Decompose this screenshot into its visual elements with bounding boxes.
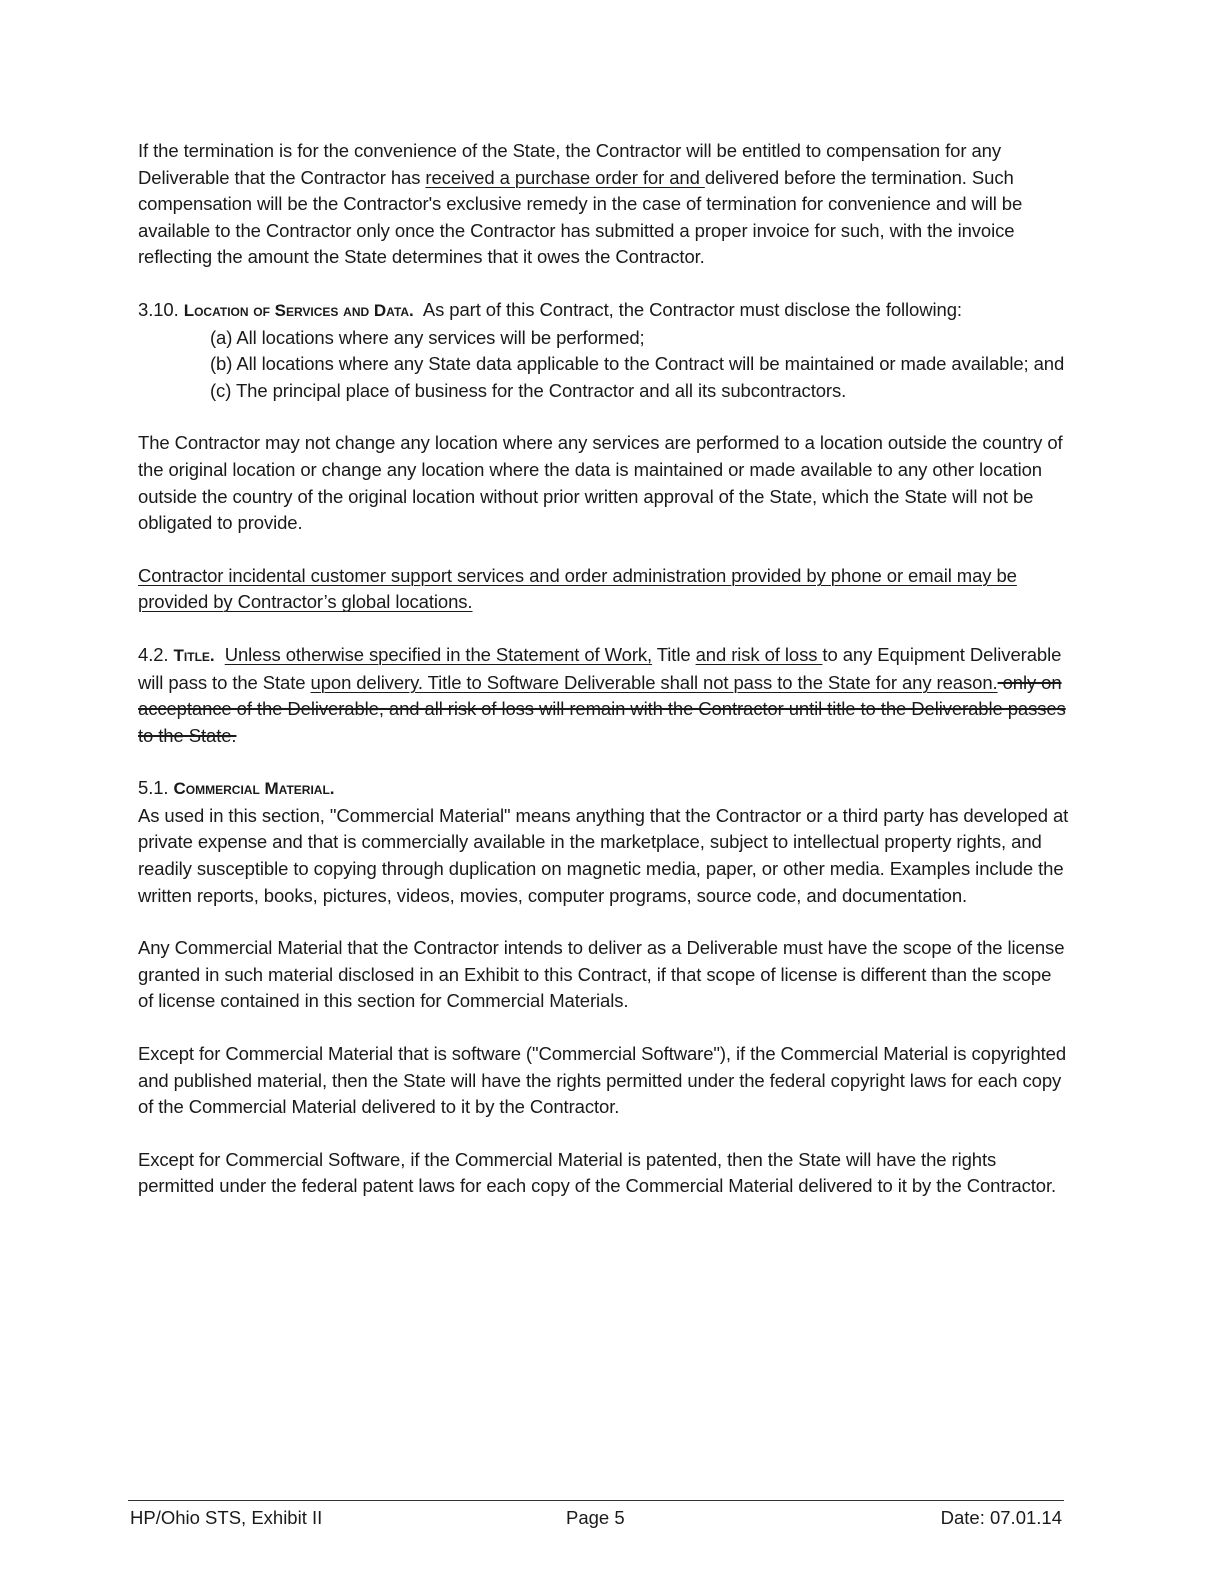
section-number: 3.10. bbox=[138, 298, 179, 320]
section-5-1-heading bbox=[138, 775, 1070, 803]
termination-text-1: If the termination is for the convenience of the State, the Contractor will be entitled to compensation for any Deliverable that the Contractor has bbox=[138, 140, 1001, 188]
inserted-text: and risk of loss bbox=[695, 643, 823, 665]
inserted-text: upon delivery. Title to Software Deliverable shall not pass to the State for any reason. bbox=[310, 671, 998, 693]
section-intro: As part of this Contract, the Contractor must disclose the following: bbox=[422, 298, 962, 320]
list-item: (b) All locations where any State data applicable to the Contract will be maintained or made available; and bbox=[210, 353, 1065, 375]
termination-text-2: delivered before the termination. Such compensation will be the Contractor's exclusive remedy in the case of termination for convenience and will be available to the Contractor only once the Contractor has submitted a proper invoice for such, with the invoice reflecting the amount the State determines that it owes the Contractor. bbox=[138, 166, 1023, 268]
section-4-2-paragraph bbox=[138, 642, 1070, 749]
document-body bbox=[138, 138, 1070, 1200]
commercial-paragraph: Except for Commercial Material that is software ("Commercial Software"), if the Commercial Material is copyrighted and published material, then the State will have the rights permitted under the federal copyright laws for each copy of the Commercial Material delivered to it by the Contractor. bbox=[138, 1043, 1067, 1118]
section-3-10-heading bbox=[138, 297, 1070, 325]
footer-page-number: Page 5 bbox=[566, 1507, 625, 1528]
body-text: Title bbox=[652, 643, 696, 665]
location-restriction-paragraph: The Contractor may not change any location where any services are performed to a location outside the country of the original location or change any location where the data is maintained or made available to any other location outside the country of the original location without prior written approval of the State, which the State will not be obligated to provide. bbox=[138, 432, 1063, 534]
termination-paragraph bbox=[138, 138, 1070, 271]
commercial-paragraph: Any Commercial Material that the Contractor intends to deliver as a Deliverable must have the scope of the license granted in such material disclosed in an Exhibit to this Contract, if that scope of license is different than the scope of license contained in this section for Commercial Materials. bbox=[138, 937, 1065, 1012]
commercial-paragraph: As used in this section, "Commercial Material" means anything that the Contractor or a third party has developed at private expense and that is commercially available in the marketplace, subject to intellectual property rights, and readily susceptible to copying through duplication on magnetic media, paper, or other media. Examples include the written reports, books, pictures, videos, movies, computer programs, source code, and documentation. bbox=[138, 804, 1069, 906]
footer-divider bbox=[128, 1500, 1064, 1501]
page-footer bbox=[130, 1504, 1062, 1532]
footer-document-id: HP/Ohio STS, Exhibit II bbox=[130, 1507, 323, 1528]
section-title: Title. bbox=[173, 645, 215, 665]
body-text: to any Equipment Deliverable will pass to the State bbox=[138, 643, 1062, 693]
list-item: (c) The principal place of business for the Contractor and all its subcontractors. bbox=[210, 379, 847, 401]
inserted-text: received a purchase order for and bbox=[425, 166, 705, 188]
section-number: 4.2. bbox=[138, 643, 169, 665]
section-title: Location of Services and Data. bbox=[183, 300, 414, 320]
deleted-text: only on acceptance of the Deliverable, and all risk of loss will remain with the Contractor until title to the Deliverable passes to the State. bbox=[138, 671, 1066, 746]
location-list bbox=[210, 325, 1070, 405]
section-title: Commercial Material. bbox=[173, 779, 335, 799]
list-item: (a) All locations where any services will be performed; bbox=[210, 326, 645, 348]
commercial-paragraph: Except for Commercial Software, if the Commercial Material is patented, then the State will have the rights permitted under the federal patent laws for each copy of the Commercial Material delivered to it by the Contractor. bbox=[138, 1148, 1057, 1197]
inserted-note-paragraph: Contractor incidental customer support services and order administration provided by phone or email may be provided by Contractor’s global locations. bbox=[138, 564, 1017, 613]
footer-date: Date: 07.01.14 bbox=[940, 1507, 1062, 1528]
inserted-text: Unless otherwise specified in the Statement of Work, bbox=[224, 643, 653, 665]
section-number: 5.1. bbox=[138, 777, 169, 799]
